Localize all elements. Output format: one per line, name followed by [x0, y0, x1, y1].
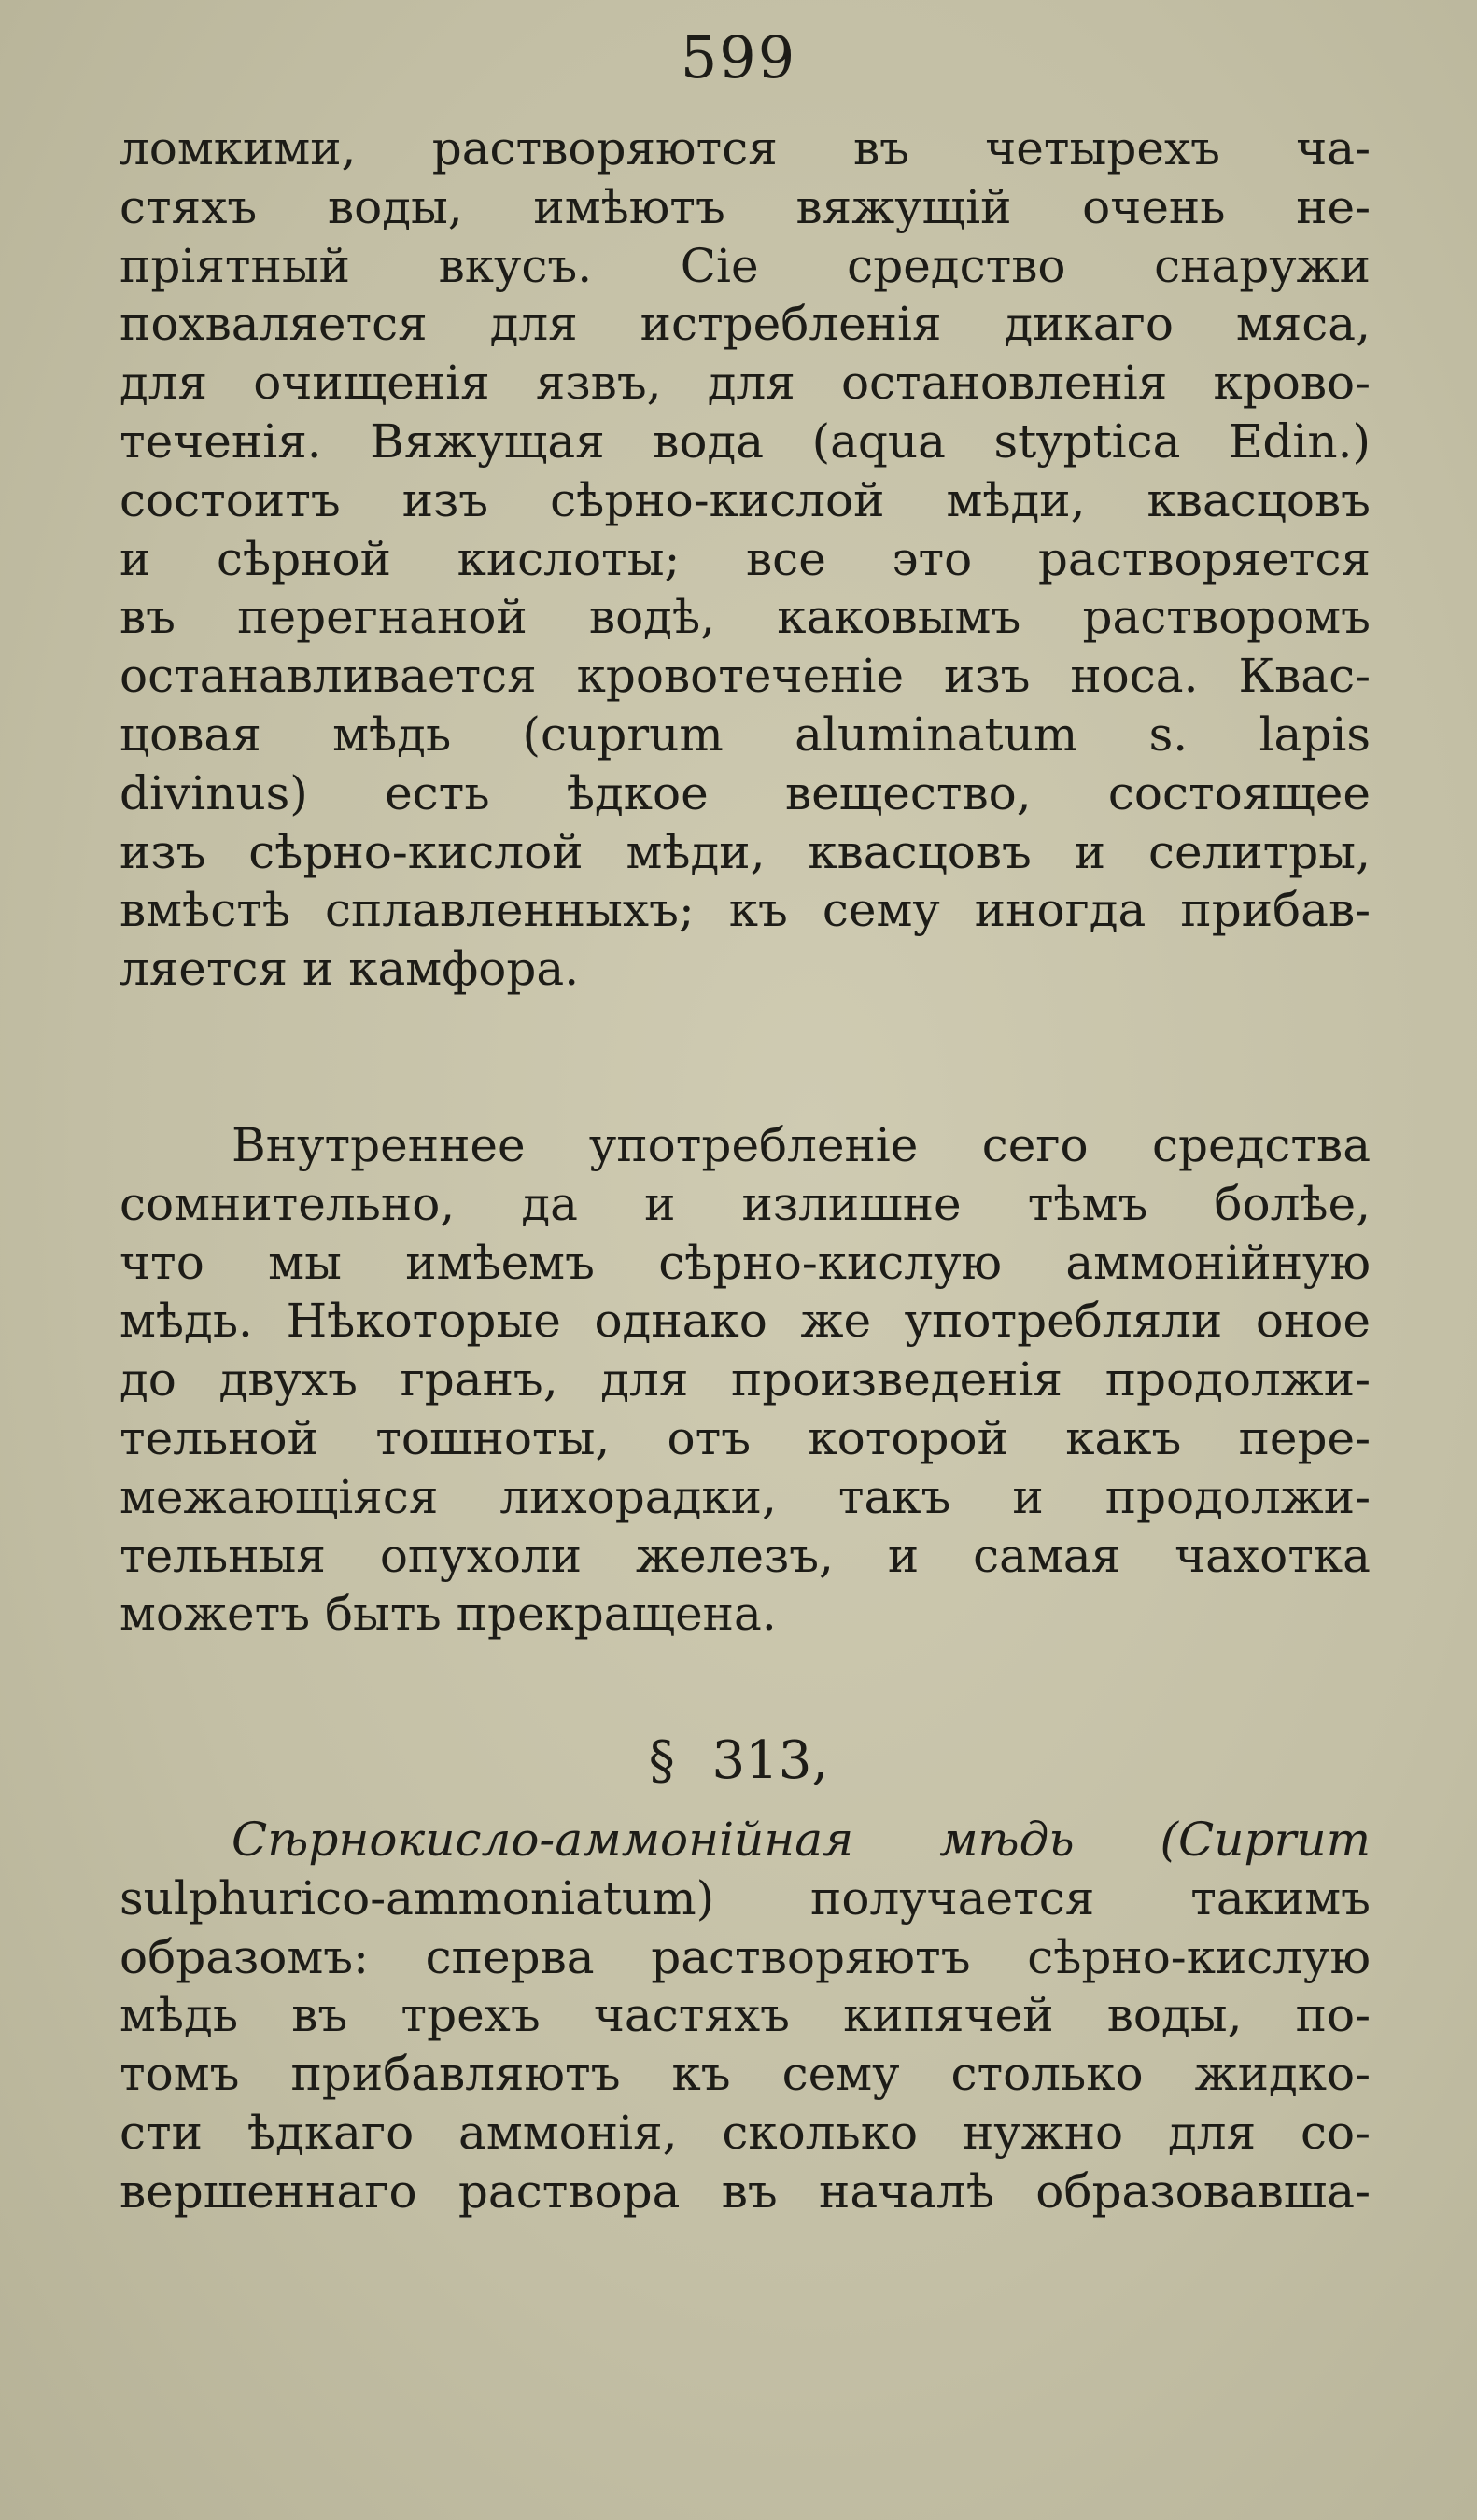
text-line: divinus) есть ѣдкое вещество, состоящее — [120, 765, 1371, 820]
text-line: Сѣрнокисло-аммонійная мѣдь (Cuprum — [232, 1813, 1371, 1867]
text-line: до двухъ гранъ, для произведенія продолжи- — [120, 1352, 1371, 1407]
text-line: теченія. Вяжущая вода (aqua styptica Edin.) — [120, 413, 1371, 469]
text-line: межающіяся лихорадки, такъ и продолжи- — [120, 1469, 1371, 1524]
section-heading: § 313, — [648, 1730, 829, 1791]
text-line: и сѣрной кислоты; все это растворяется — [120, 531, 1371, 586]
text-line: останавливается кровотеченіе изъ носа. Квас- — [120, 649, 1371, 704]
text-line: томъ прибавляютъ къ сему столько жидко- — [120, 2047, 1371, 2102]
text-line: стяхъ воды, имѣютъ вяжущій очень не- — [120, 179, 1371, 234]
text-line: ляется и камфора. — [120, 942, 580, 997]
text-line: можетъ быть прекращена. — [120, 1587, 777, 1642]
text-line: похваляется для истребленія дикаго мяса, — [120, 297, 1371, 352]
text-line: вмѣстѣ сплавленныхъ; къ сему иногда прибав- — [120, 883, 1371, 938]
text-line: тельныя опухоли железъ, и самая чахотка — [120, 1528, 1371, 1583]
text-line: цовая мѣдь (cuprum aluminatum s. lapis — [120, 707, 1371, 762]
page-number: 599 — [680, 23, 797, 91]
paragraph-3 — [120, 1811, 1371, 2221]
text-line: состоитъ изъ сѣрно-кислой мѣди, квасцовъ — [120, 472, 1371, 527]
text-line: изъ сѣрно-кислой мѣди, квасцовъ и селитры, — [120, 824, 1371, 879]
text-line: sulphurico-ammoniatum) получается такимъ — [120, 1870, 1371, 1925]
paragraph-2 — [120, 1116, 1371, 1644]
text-line: пріятный вкусъ. Сіе средство снаружи — [120, 238, 1371, 293]
text-line: вершеннаго раствора въ началѣ образовавша- — [120, 2163, 1371, 2219]
text-line: Внутреннее употребленіе сего средства — [232, 1118, 1371, 1172]
text-line: образомъ: сперва растворяютъ сѣрно-кислую — [120, 1929, 1371, 1984]
text-line: сти ѣдкаго аммонія, сколько нужно для со- — [120, 2105, 1371, 2160]
paragraph-1 — [120, 119, 1371, 999]
text-line: мѣдь въ трехъ частяхъ кипячей воды, по- — [120, 1988, 1371, 2043]
text-line: для очищенія язвъ, для остановленія крово- — [120, 356, 1371, 411]
text-line: мѣдь. Нѣкоторые однако же употребляли оное — [120, 1294, 1371, 1349]
text-line: сомнительно, да и излишне тѣмъ болѣе, — [120, 1176, 1371, 1231]
text-line: что мы имѣемъ сѣрно-кислую аммонійную — [120, 1235, 1371, 1290]
text-line: ломкими, растворяются въ четырехъ ча- — [120, 121, 1371, 175]
text-line: тельной тошноты, отъ которой какъ пере- — [120, 1410, 1371, 1465]
text-line: въ перегнаной водѣ, каковымъ растворомъ — [120, 590, 1371, 645]
